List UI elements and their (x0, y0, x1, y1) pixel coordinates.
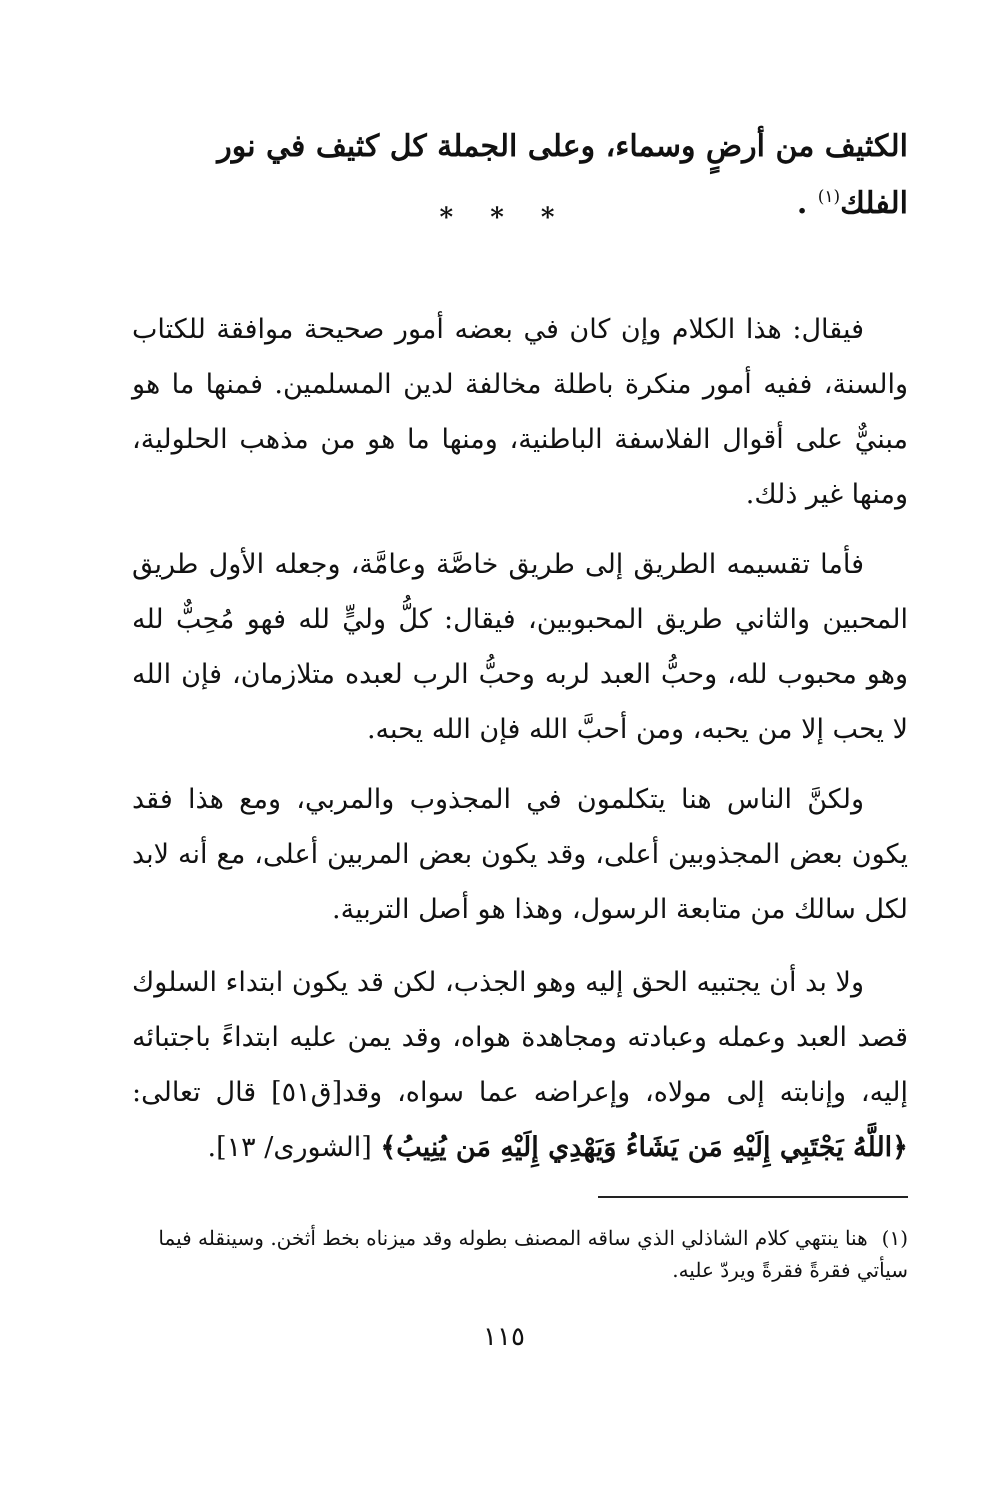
paragraph-3-text: ولكنَّ الناس هنا يتكلمون في المجذوب والمربي، ومع هذا فقد يكون بعض المجذوبين أعلى، وقد يكون بعض المربين أعلى، مع أنه لابد لكل سالك من متابعة الرسول، وهذا هو أصل التربية. (132, 784, 908, 925)
paragraph-4-text: ولا بد أن يجتبيه الحق إليه وهو الجذب، لكن قد يكون ابتداء السلوك قصد العبد وعمله وعبادته ومجاهدة هواه، وقد يمن عليه ابتداءً باجتبائه إليه، وإنابته إلى مولاه، وإعراضه عما سواه، وقد[ق٥١] قال تعالى: (132, 967, 908, 1108)
bold-quoted-text: الكثيف من أرضٍ وسماء، وعلى الجملة كل كثيف في نور الفلك (217, 129, 908, 221)
footnote-text: هنا ينتهي كلام الشاذلي الذي ساقه المصنف بطوله وقد ميزناه بخط أثخن. وسينقله فيما سيأتي فقرةً فقرةً ويردّ عليه. (158, 1226, 908, 1282)
paragraph-3 (132, 772, 908, 937)
footnote-number: (١) (881, 1226, 908, 1250)
page-number: ١١٥ (483, 1322, 525, 1352)
paragraph-1 (132, 302, 908, 522)
paragraph-4 (132, 955, 908, 1175)
paragraph-1-text: فيقال: هذا الكلام وإن كان في بعضه أمور صحيحة موافقة للكتاب والسنة، ففيه أمور منكرة باطلة مخالفة لدين المسلمين. فمنها ما هو مبنيٌّ على أقوال الفلاسفة الباطنية، ومنها ما هو من مذهب الحلولية، ومنها غير ذلك. (132, 314, 908, 510)
footnote (108, 1222, 908, 1286)
verse-reference: [الشورى/ ١٣]. (207, 1132, 381, 1163)
section-separator: * * * (439, 203, 569, 233)
bold-line-period: . (796, 186, 818, 221)
quran-verse: ﴿اللَّهُ يَجْتَبِي إِلَيْهِ مَن يَشَاءُ وَيَهْدِي إِلَيْهِ مَن يُنِيبُ﴾ (380, 1132, 908, 1163)
footnote-divider (598, 1196, 908, 1198)
paragraph-2-text: فأما تقسيمه الطريق إلى طريق خاصَّة وعامَّة، وجعله الأول طريق المحبين والثاني طريق المحبوبين، فيقال: كلُّ وليٍّ لله فهو مُحِبٌّ لله وهو محبوب لله، وحبُّ العبد لربه وحبُّ الرب لعبده متلازمان، فإن الله لا يحب إلا من يحبه، ومن أحبَّ الله فإن الله يحبه. (132, 549, 908, 745)
paragraph-2 (132, 537, 908, 757)
footnote-reference: (١) (817, 187, 841, 207)
